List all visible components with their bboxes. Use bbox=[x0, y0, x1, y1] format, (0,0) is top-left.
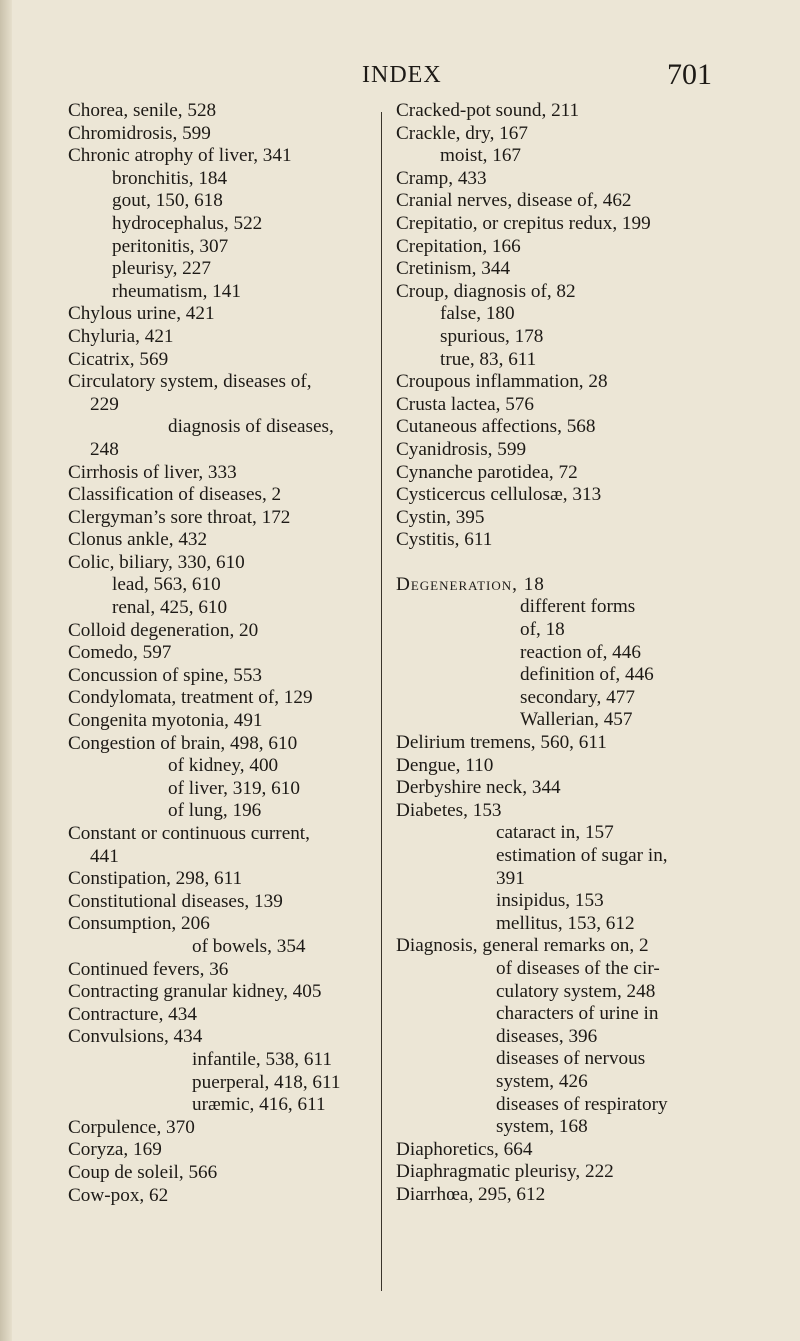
index-entry: Diaphoretics, 664 bbox=[396, 1138, 533, 1160]
index-entry: cataract in, 157 bbox=[496, 822, 614, 844]
index-entry: Crepitation, 166 bbox=[396, 235, 521, 257]
index-entry: Congenita myotonia, 491 bbox=[68, 710, 263, 732]
index-entry: characters of urine in bbox=[496, 1003, 659, 1025]
index-entry: diagnosis of diseases, bbox=[168, 416, 334, 438]
index-entry: estimation of sugar in, bbox=[496, 845, 668, 866]
index-entry: Chronic atrophy of liver, 341 bbox=[68, 145, 292, 167]
index-entry: Cow-pox, 62 bbox=[68, 1184, 169, 1206]
index-entry: diseases of respiratory bbox=[496, 1093, 668, 1115]
index-entry: of lung, 196 bbox=[168, 800, 262, 822]
index-entry: secondary, 477 bbox=[520, 686, 635, 708]
index-entry: Crusta lactea, 576 bbox=[396, 393, 534, 415]
index-entry: Derbyshire neck, 344 bbox=[396, 777, 561, 799]
index-entry: of kidney, 400 bbox=[168, 755, 279, 777]
index-entry: Diabetes, 153 bbox=[396, 799, 502, 821]
index-entry: Consumption, 206 bbox=[68, 913, 210, 935]
index-entry: Contracting granular kidney, 405 bbox=[68, 981, 322, 1003]
index-entry: Congestion of brain, 498, 610 bbox=[68, 732, 298, 754]
index-entry: spurious, 178 bbox=[440, 325, 544, 347]
index-entry: moist, 167 bbox=[440, 145, 522, 167]
index-entry: infantile, 538, 611 bbox=[192, 1048, 332, 1070]
index-entry: puerperal, 418, 611 bbox=[192, 1071, 341, 1093]
index-entry: peritonitis, 307 bbox=[112, 235, 229, 257]
index-entry: Cutaneous affections, 568 bbox=[396, 416, 596, 438]
index-entry: Diagnosis, general remarks on, 2 bbox=[396, 935, 649, 957]
page-title: INDEX bbox=[362, 62, 442, 88]
index-entry: Constipation, 298, 611 bbox=[68, 868, 243, 890]
index-entry: Chromidrosis, 599 bbox=[68, 122, 211, 144]
index-entry: Cicatrix, 569 bbox=[68, 348, 169, 370]
index-entry: Coup de soleil, 566 bbox=[68, 1161, 218, 1183]
index-entry: Cystin, 395 bbox=[396, 506, 485, 528]
index-entry: Coryza, 169 bbox=[68, 1139, 162, 1161]
index-entry: Constant or continuous current, bbox=[68, 823, 310, 844]
index-entry: Cysticercus cellulosæ, 313 bbox=[396, 484, 602, 506]
index-entry: Classification of diseases, 2 bbox=[68, 484, 282, 506]
index-entry: 441 bbox=[90, 845, 119, 867]
index-entry: gout, 150, 618 bbox=[112, 190, 223, 212]
index-entry: Diaphragmatic pleurisy, 222 bbox=[396, 1161, 614, 1183]
index-entry: system, 426 bbox=[496, 1070, 588, 1092]
index-entry: Clonus ankle, 432 bbox=[68, 529, 208, 551]
index-entry: Cretinism, 344 bbox=[396, 258, 511, 280]
index-column-left bbox=[68, 100, 366, 1207]
index-entry: definition of, 446 bbox=[520, 664, 654, 686]
index-column-right bbox=[396, 100, 736, 1207]
index-entry: diseases, 396 bbox=[496, 1025, 598, 1047]
index-entry: Condylomata, treatment of, 129 bbox=[68, 687, 313, 709]
index-entry: Concussion of spine, 553 bbox=[68, 664, 263, 686]
index-entry: Diarrhœa, 295, 612 bbox=[396, 1183, 546, 1205]
index-entry: Cranial nerves, disease of, 462 bbox=[396, 190, 632, 212]
index-entry: uræmic, 416, 611 bbox=[192, 1094, 326, 1116]
index-entry: pleurisy, 227 bbox=[112, 258, 211, 280]
index-entry: Circulatory system, diseases of, bbox=[68, 371, 312, 393]
index-entry: Colic, biliary, 330, 610 bbox=[68, 551, 245, 573]
index-entry: Dengue, 110 bbox=[396, 754, 494, 776]
index-entry: diseases of nervous bbox=[496, 1048, 646, 1070]
index-entry: 391 bbox=[496, 867, 525, 889]
index-entry: lead, 563, 610 bbox=[112, 574, 221, 596]
index-entry: Chyluria, 421 bbox=[68, 325, 174, 347]
index-entry: of diseases of the cir- bbox=[496, 957, 660, 979]
index-entry: Colloid degeneration, 20 bbox=[68, 619, 259, 641]
index-entry: of bowels, 354 bbox=[192, 935, 306, 957]
index-entry: hydrocephalus, 522 bbox=[112, 212, 263, 234]
index-entry: system, 168 bbox=[496, 1116, 588, 1138]
index-entry: Chorea, senile, 528 bbox=[68, 100, 217, 121]
index-entry: 248 bbox=[90, 438, 119, 460]
index-entry: Croup, diagnosis of, 82 bbox=[396, 280, 576, 302]
index-entry: Cynanche parotidea, 72 bbox=[396, 461, 578, 483]
index-entry: Corpulence, 370 bbox=[68, 1116, 195, 1138]
column-divider bbox=[381, 112, 382, 1291]
index-entry: Convulsions, 434 bbox=[68, 1026, 203, 1048]
index-entry: Crepitatio, or crepitus redux, 199 bbox=[396, 212, 651, 234]
index-entry: Cracked-pot sound, 211 bbox=[396, 100, 580, 121]
index-entry: Cirrhosis of liver, 333 bbox=[68, 461, 237, 483]
index-entry: reaction of, 446 bbox=[520, 641, 641, 663]
page-number: 701 bbox=[667, 58, 712, 91]
index-entry: bronchitis, 184 bbox=[112, 167, 228, 189]
index-entry: Contracture, 434 bbox=[68, 1003, 197, 1025]
index-entry: Crackle, dry, 167 bbox=[396, 122, 528, 144]
index-entry: Delirium tremens, 560, 611 bbox=[396, 732, 607, 754]
index-entry: rheumatism, 141 bbox=[112, 280, 241, 302]
index-entry: Cyanidrosis, 599 bbox=[396, 438, 527, 460]
index-entry: Comedo, 597 bbox=[68, 642, 172, 664]
index-entry: 229 bbox=[90, 393, 119, 415]
index-entry: false, 180 bbox=[440, 303, 515, 325]
index-entry: true, 83, 611 bbox=[440, 348, 537, 370]
index-entry: of, 18 bbox=[520, 619, 565, 641]
page-edge bbox=[0, 0, 12, 1341]
index-entry: Croupous inflammation, 28 bbox=[396, 371, 608, 393]
index-entry: culatory system, 248 bbox=[496, 980, 656, 1002]
index-entry: Constitutional diseases, 139 bbox=[68, 890, 283, 912]
index-gap bbox=[396, 552, 736, 574]
index-entry: of liver, 319, 610 bbox=[168, 777, 300, 799]
index-entry: Cystitis, 611 bbox=[396, 529, 493, 551]
index-entry: Cramp, 433 bbox=[396, 167, 487, 189]
index-entry: mellitus, 153, 612 bbox=[496, 912, 635, 934]
index-entry: Degeneration, 18 bbox=[396, 573, 545, 595]
page-header bbox=[0, 58, 800, 98]
index-entry: Wallerian, 457 bbox=[520, 709, 633, 731]
index-entry: Continued fevers, 36 bbox=[68, 958, 229, 980]
index-entry: insipidus, 153 bbox=[496, 890, 604, 912]
index-entry: different forms bbox=[520, 596, 636, 618]
index-entry: renal, 425, 610 bbox=[112, 597, 228, 619]
index-entry: Clergyman’s sore throat, 172 bbox=[68, 506, 291, 528]
index-entry: Chylous urine, 421 bbox=[68, 303, 215, 325]
